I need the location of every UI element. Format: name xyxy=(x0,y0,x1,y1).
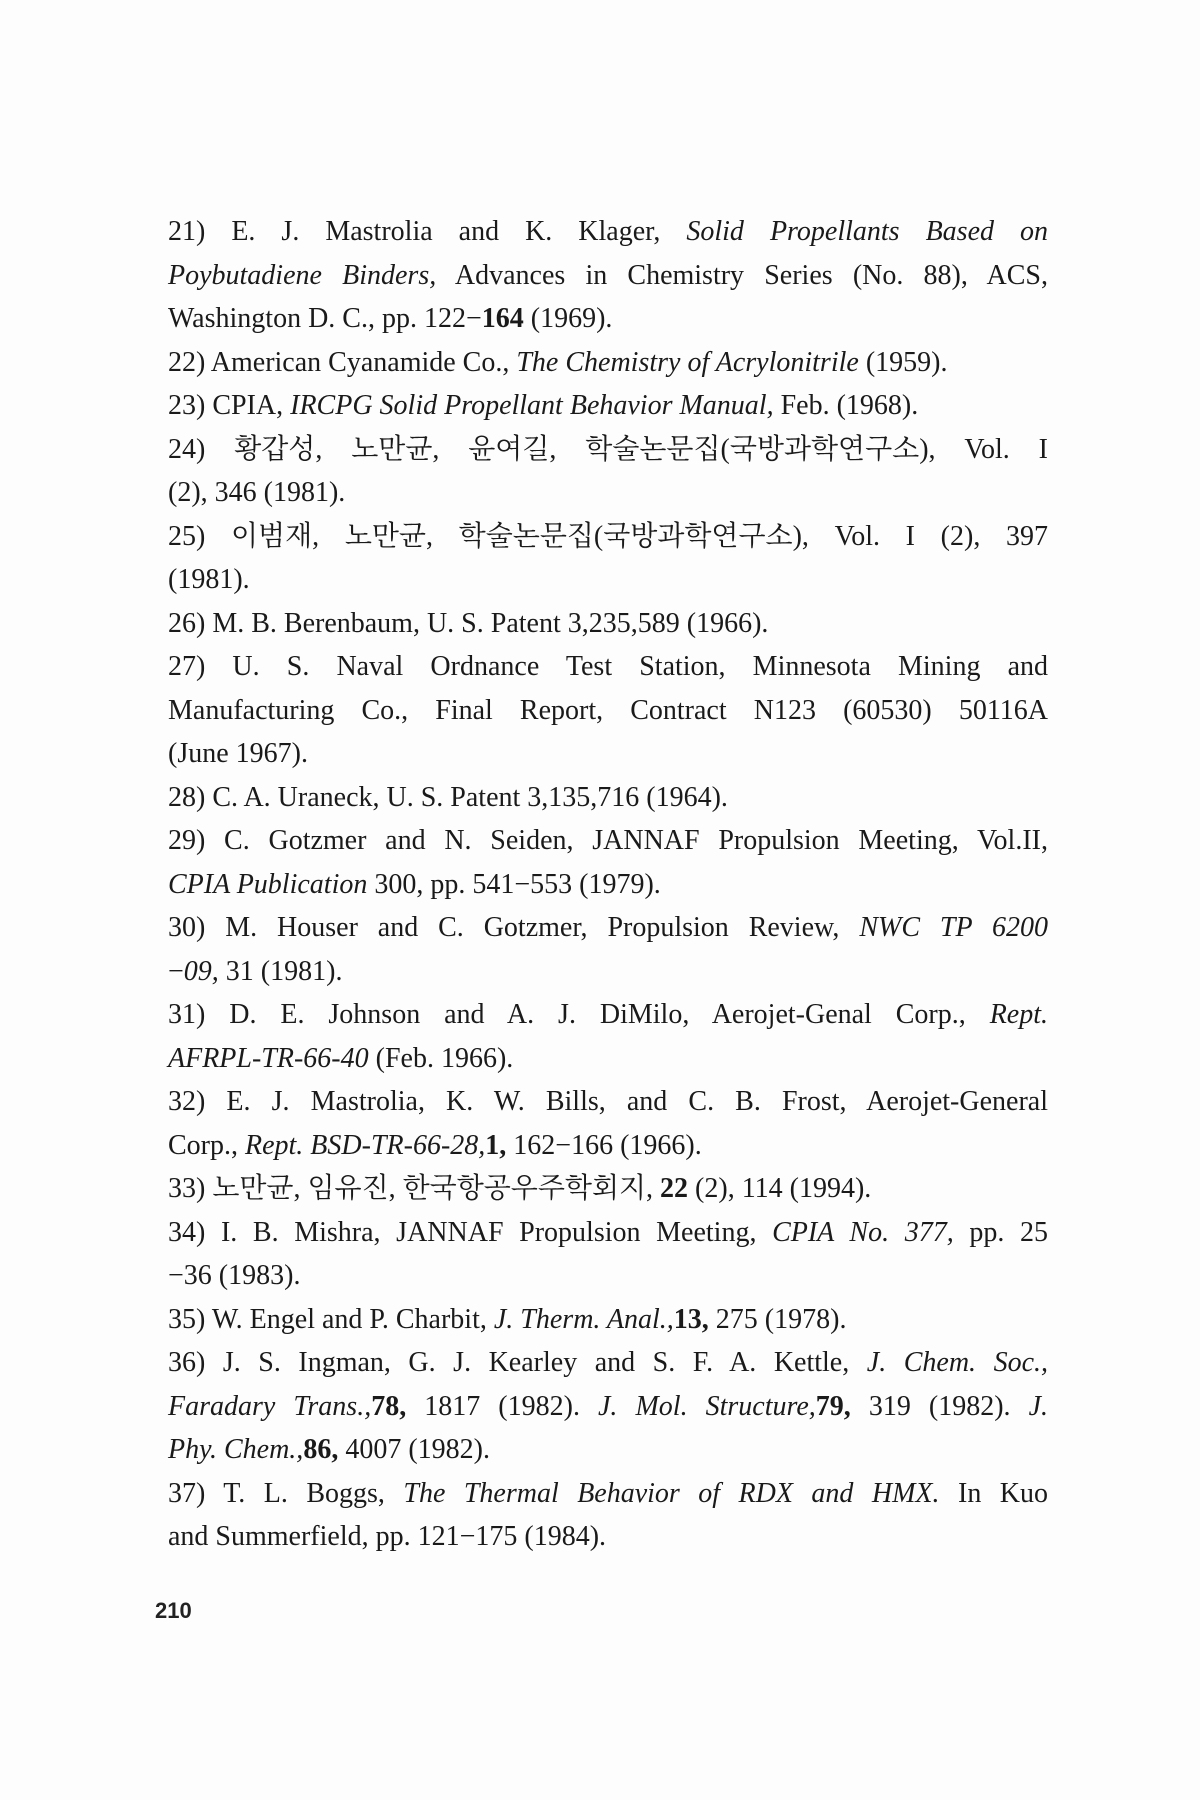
text-run: 162−166 (1966). xyxy=(513,1129,702,1161)
text-run: 275 (1978). xyxy=(715,1303,847,1335)
reference-line xyxy=(168,1167,1048,1211)
reference-line xyxy=(168,1515,1048,1559)
ref-27 xyxy=(168,645,1048,776)
reference-line xyxy=(168,297,1048,341)
text-run: pp. 25 xyxy=(953,1216,1048,1248)
text-run: 37) T. L. Boggs, xyxy=(168,1477,404,1509)
italic-text: Phy. Chem., xyxy=(168,1434,304,1465)
text-run: 31 (1981). xyxy=(218,955,343,987)
reference-line xyxy=(168,602,1048,646)
text-run: 32) E. J. Mastrolia, K. W. Bills, and C. B. Frost, Aerojet-General xyxy=(168,1086,1048,1117)
italic-text: The Thermal Behavior of RDX and HMX. xyxy=(403,1477,940,1509)
reference-line xyxy=(168,1211,1048,1255)
italic-text: The Chemistry of Acrylonitrile xyxy=(516,346,859,378)
italic-text: CPIA No. 377, xyxy=(772,1216,954,1248)
reference-line xyxy=(168,1428,1048,1472)
text-run: 23) CPIA, xyxy=(168,390,291,421)
reference-line xyxy=(168,645,1048,689)
reference-line xyxy=(168,1385,1048,1429)
text-run: 31) D. E. Johnson and A. J. DiMilo, Aerojet-Genal Corp., xyxy=(168,999,990,1030)
italic-text: Poybutadiene Binders, xyxy=(168,259,437,291)
ref-21 xyxy=(168,210,1048,341)
reference-line xyxy=(168,471,1048,515)
bold-text: 86, xyxy=(303,1434,346,1465)
text-run: Washington D. C., pp. 122− xyxy=(168,303,482,334)
italic-text: J. Therm. Anal., xyxy=(493,1303,674,1335)
ref-23 xyxy=(168,384,1048,428)
reference-line xyxy=(168,210,1048,254)
bold-text: 78, xyxy=(371,1390,425,1422)
text-run: 28) C. A. Uraneck, U. S. Patent 3,135,716 (1964). xyxy=(168,781,728,813)
italic-text: AFRPL-TR-66-40 xyxy=(168,1042,369,1074)
ref-22 xyxy=(168,341,1048,385)
bold-text: 13, xyxy=(673,1303,716,1335)
ref-25 xyxy=(168,515,1048,602)
text-run: 4007 (1982). xyxy=(345,1434,490,1465)
text-run: (2), 346 (1981). xyxy=(168,477,346,508)
italic-text: NWC TP 6200 xyxy=(859,912,1048,943)
italic-text: J. Chem. Soc., xyxy=(866,1347,1048,1378)
italic-text: Rept. BSD-TR-66-28, xyxy=(245,1129,486,1161)
text-run: 34) I. B. Mishra, JANNAF Propulsion Meeting, xyxy=(168,1216,773,1248)
reference-line xyxy=(168,689,1048,733)
text-run: and Summerfield, pp. 121−175 (1984). xyxy=(168,1521,607,1552)
reference-list xyxy=(168,210,1048,1559)
reference-line xyxy=(168,1037,1048,1081)
text-run: 25) 이범재, 노만균, 학술논문집(국방과학연구소), Vol. I (2), 397 xyxy=(168,520,1048,552)
text-run: − xyxy=(168,955,184,987)
reference-line xyxy=(168,341,1048,385)
ref-28 xyxy=(168,776,1048,820)
ref-35 xyxy=(168,1298,1048,1342)
italic-text: Rept. xyxy=(989,999,1048,1030)
reference-line xyxy=(168,1080,1048,1124)
text-run: 1817 (1982). xyxy=(424,1390,598,1422)
text-run: 21) E. J. Mastrolia and K. Klager, xyxy=(168,216,687,247)
italic-text: Faradary Trans., xyxy=(168,1390,372,1422)
italic-text: J. Mol. Structure, xyxy=(598,1390,816,1422)
italic-text: IRCPG Solid Propellant Behavior Manual, xyxy=(290,390,774,421)
bold-text: 79, xyxy=(815,1390,869,1422)
text-run: (1969). xyxy=(530,303,613,334)
italic-text: Solid Propellants Based on xyxy=(686,216,1048,247)
reference-line xyxy=(168,732,1048,776)
reference-line xyxy=(168,384,1048,428)
reference-line xyxy=(168,863,1048,907)
page-number: 210 xyxy=(155,1598,192,1623)
text-run: Feb. (1968). xyxy=(773,390,919,421)
text-run: 30) M. Houser and C. Gotzmer, Propulsion Review, xyxy=(168,912,860,943)
ref-30 xyxy=(168,906,1048,993)
bold-text: 22 xyxy=(660,1173,696,1204)
italic-text: J. xyxy=(1028,1390,1049,1422)
text-run: Manufacturing Co., Final Report, Contract N123 (60530) 50116A xyxy=(168,694,1048,726)
ref-36 xyxy=(168,1341,1048,1472)
italic-text: CPIA Publication xyxy=(168,868,368,900)
reference-line xyxy=(168,1472,1048,1516)
text-run: (Feb. 1966). xyxy=(368,1042,514,1074)
text-run: In Kuo xyxy=(939,1477,1048,1509)
text-run: (June 1967). xyxy=(168,738,308,769)
reference-line xyxy=(168,254,1048,298)
reference-line xyxy=(168,1298,1048,1342)
reference-line xyxy=(168,558,1048,602)
text-run: 24) 황갑성, 노만균, 윤여길, 학술논문집(국방과학연구소), Vol. I xyxy=(168,433,1048,465)
ref-32 xyxy=(168,1080,1048,1167)
ref-33 xyxy=(168,1167,1048,1211)
bold-text: 1, xyxy=(485,1129,514,1161)
reference-line xyxy=(168,906,1048,950)
reference-line xyxy=(168,1341,1048,1385)
reference-line xyxy=(168,819,1048,863)
ref-29 xyxy=(168,819,1048,906)
reference-line xyxy=(168,776,1048,820)
text-run: 29) C. Gotzmer and N. Seiden, JANNAF Propulsion Meeting, Vol.II, xyxy=(168,825,1048,856)
text-run: 22) American Cyanamide Co., xyxy=(168,346,517,378)
italic-text: 09, xyxy=(183,955,219,987)
reference-line xyxy=(168,1254,1048,1298)
text-run: 319 (1982). xyxy=(868,1390,1029,1422)
bold-text: 164 xyxy=(481,303,531,334)
text-run: (1981). xyxy=(168,564,250,595)
ref-37 xyxy=(168,1472,1048,1559)
reference-line xyxy=(168,993,1048,1037)
text-run: (1959). xyxy=(858,346,948,378)
ref-24 xyxy=(168,428,1048,515)
reference-line xyxy=(168,1124,1048,1168)
reference-line xyxy=(168,515,1048,559)
text-run: 33) 노만균, 임유진, 한국항공우주학회지, xyxy=(168,1173,661,1204)
text-run: 36) J. S. Ingman, G. J. Kearley and S. F. A. Kettle, xyxy=(168,1347,867,1378)
text-run: Advances in Chemistry Series (No. 88), ACS, xyxy=(436,259,1048,291)
text-run: 27) U. S. Naval Ordnance Test Station, Minnesota Mining and xyxy=(168,651,1048,682)
reference-line xyxy=(168,950,1048,994)
text-run: Corp., xyxy=(168,1129,245,1161)
text-run: 300, pp. 541−553 (1979). xyxy=(367,868,661,900)
text-run: 26) M. B. Berenbaum, U. S. Patent 3,235,589 (1966). xyxy=(168,607,769,639)
text-run: 35) W. Engel and P. Charbit, xyxy=(168,1303,494,1335)
ref-26 xyxy=(168,602,1048,646)
ref-31 xyxy=(168,993,1048,1080)
ref-34 xyxy=(168,1211,1048,1298)
reference-line xyxy=(168,428,1048,472)
text-run: (2), 114 (1994). xyxy=(695,1173,872,1204)
text-run: −36 (1983). xyxy=(168,1260,301,1291)
